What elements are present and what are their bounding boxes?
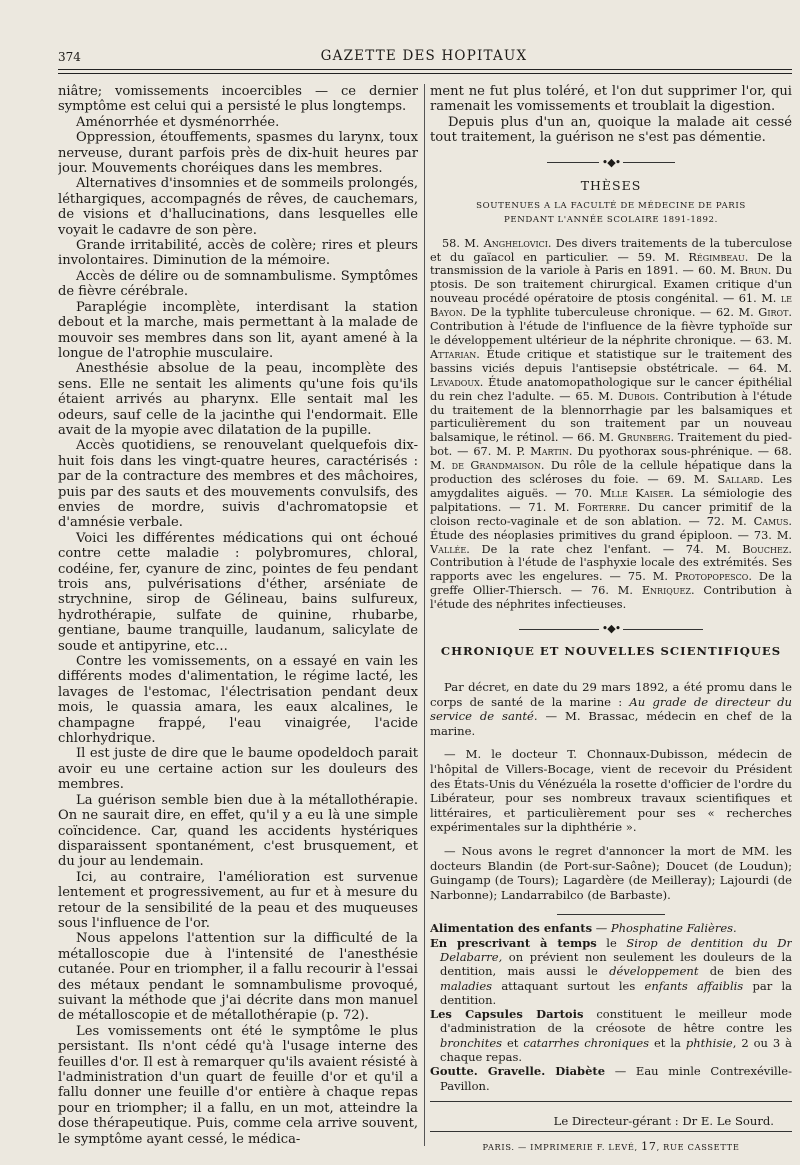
ad-text: , 2 ou 3 à chaque repas.: [440, 1035, 792, 1065]
thesis-author: 67. M. P. Martin.: [473, 445, 573, 459]
ad-text: on prévient non seulement les douleurs de la dentition, mais aussi le: [440, 950, 792, 979]
thesis-author: 60. M. Brun.: [698, 264, 772, 278]
chronique-paragraph: [430, 680, 792, 738]
ad-text: constituent le meilleur mode d'administration de la créosote de hêtre contre les: [440, 1007, 792, 1036]
left-paragraph: Grande irritabilité, accès de colère; rires et pleurs involontaires. Diminution de la mémoire.: [58, 238, 418, 269]
thesis-title: Contribution à l'étude des néphrites infectieuses.: [430, 584, 792, 612]
thesis-title: De la typhlite tuberculeuse chronique. —: [466, 306, 716, 320]
thesis-title: De la rate chez l'enfant. —: [469, 542, 686, 556]
short-rule: [557, 914, 665, 915]
section-ornament: •◆•: [430, 156, 792, 169]
thesis-author: 70. Mlle Kaiser.: [574, 486, 674, 500]
left-column: [58, 84, 418, 1154]
ad-text: le: [596, 935, 627, 950]
thesis-author: 61. M. le Bayon.: [430, 292, 792, 320]
article-continuation: [430, 84, 792, 146]
ad-text: et: [502, 1035, 524, 1050]
ad-heading: Alimentation des enfants: [430, 921, 593, 936]
decree-text-after: — M. Brassac, médecin en chef de la marine.: [430, 709, 792, 738]
chronique-paragraph: — Nous avons le regret d'annoncer la mort de MM. les docteurs Blandin (de Port-sur-Saône); Doucet (de Loudun); Guingamp (de Tours); Lagardère (de Meilleray); Lajourdi (de Narbonne); Landarrabilco (de Barbaste).: [430, 844, 792, 902]
thesis-author: 69. M. Sallard.: [667, 473, 764, 487]
left-paragraph: Paraplégie incomplète, interdisant la station debout et la marche, mais permettant à la malade de mouvoir ses membres dans son lit, ayant amené à la longue de l'atrophie musculaire.: [58, 299, 418, 361]
thesis-title: Étude anatomopathologique sur le cancer épithélial du rein chez l'adulte. —: [430, 375, 792, 403]
thesis-author: 65. M. Dubois.: [575, 389, 659, 403]
advertisements: [430, 921, 792, 1093]
printer-imprint: [430, 1140, 792, 1153]
left-paragraph: Il est juste de dire que le baume opodeldoch parait avoir eu une certaine action sur les douleurs des membres.: [58, 746, 418, 793]
left-paragraph: Nous appelons l'attention sur la difficulté de la métalloscopie due à l'intensité de l'anesthésie cutanée. Pour en triompher, il a fallu recourir à l'essai des métaux pendant le somnambulisme provoqué, suivant la méthode que j'ai décrite dans mon manuel de métalloscopie et de métallothérapie (p. 72).: [58, 931, 418, 1024]
thesis-author: 74. M. Bouchez.: [685, 542, 792, 556]
ad-item: [430, 1064, 792, 1093]
thesis-author: 63. M. Attarian.: [430, 333, 792, 361]
thesis-title: Du rôle de la cellule hépatique dans la production des scléroses du foie. —: [430, 459, 792, 487]
ad-heading: Les Capsules Dartois: [430, 1007, 584, 1022]
left-paragraph: Voici les différentes médications qui ont échoué contre cette maladie : polybromures, chloral, codéine, fer, cyanure de zinc, pointes de feu pendant trois ans, pulvérisations d'éther, arséniate de strychnine, sirop de Gélineau, bains sulfureux, hydrothérapie, sulfate de quinine, rhubarbe, gentiane, baume tranquille, laudanum, salicylate de soude et antipyrine, etc...: [58, 530, 418, 654]
left-paragraph: Aménorrhée et dysménorrhée.: [76, 114, 280, 130]
chronique-paragraph: — M. le docteur T. Chonnaux-Dubisson, médecin de l'hôpital de Villers-Bocage, vient de recevoir du Président des États-Unis du Vénézuéla la rosette d'officier de l'ordre du Libérateur, pour ses nombreux travaux scientifiques et littéraires, et particulièrement pour ses « recherches expérimentales sur la diphthérie ».: [430, 747, 792, 835]
footer-rule: [430, 1131, 792, 1132]
thesis-author: 68. M. de Grandmaison.: [430, 445, 792, 473]
page-number: 374: [58, 50, 81, 64]
left-paragraph: niâtre; vomissements incoercibles — ce dernier symptôme est celui qui a persisté le plus longtemps.: [58, 84, 418, 115]
printer-number: 17: [641, 1139, 657, 1153]
ad-text-italic: bronchites: [440, 1035, 503, 1050]
thesis-title: Traitement du pied-bot. —: [430, 431, 792, 459]
header-rule-thin: [58, 73, 792, 74]
left-paragraph: La guérison semble bien due à la métallothérapie. On ne saurait dire, en effet, qu'il y a eu là une simple coïncidence. Car, quand les accidents hystériques disparaissent spontanément, c'est brusquement, et du jour au lendemain.: [58, 792, 418, 870]
left-paragraph: Les vomissements ont été le symptôme le plus persistant. Ils n'ont cédé qu'à l'usage interne des feuilles d'or. Il est à remarquer qu'ils avaient résisté à l'administration d'un quart de feuille d'or et qu'il a fallu donner une feuille d'or entière à chaque repas pour en triompher; il a fallu, en un mot, atteindre la dose thérapeutique. Puis, comme cela arrive souvent, le symptôme ayant cessé, le médica-: [58, 1023, 418, 1147]
ad-text-italic: catarrhes chroniques: [523, 1035, 650, 1050]
decree-grade: Au grade de directeur du service de santé.: [430, 694, 792, 724]
thesis-title: Contribution à l'étude du traitement de la blennorrhagie par les balsamiques et particulièrement du son traitement par un nouveau balsamique, le rétinol. —: [430, 389, 792, 445]
thesis-author: 59. M. Régimbeau.: [637, 250, 749, 264]
section-ornament: •◆•: [430, 622, 792, 635]
ad-item: [430, 921, 792, 935]
theses-title: THÈSES: [580, 177, 642, 193]
thesis-title: De la transmission de la variole à Paris en 1891. —: [430, 250, 792, 278]
ad-item: [430, 936, 792, 1007]
continuation-paragraph: Depuis plus d'un an, quoique la malade ait cessé tout traitement, la guérison ne s'est pas démentie.: [430, 114, 792, 146]
ad-heading: Goutte. Gravelle. Diabète: [430, 1064, 606, 1079]
thesis-title: Des divers traitements de la tuberculose et du gaïacol en particulier. —: [430, 236, 792, 264]
thesis-title: Du pyothorax sous-phrénique. —: [572, 445, 775, 459]
theses-subtitle: [430, 199, 792, 227]
theses-subtitle-line: SOUTENUES A LA FACULTÉ DE MÉDECINE DE PARIS: [476, 200, 746, 211]
left-paragraph: Anesthésie absolue de la peau, incomplète des sens. Elle ne sentait les aliments qu'une fois qu'ils étaient arrivés au pharynx. Elle sentait mal les odeurs, sauf celle de la jacinthe qui l'endormait. Elle avait de la myopie avec dilatation de la pupille.: [58, 361, 418, 438]
thesis-title: Du cancer primitif de la cloison recto-vaginale et de son ablation. —: [430, 500, 792, 528]
thesis-title: La sémiologie des palpitations. —: [430, 486, 792, 514]
chronique-section: [430, 644, 792, 902]
ad-text: attaquant surtout les: [492, 978, 645, 993]
ad-text-italic: Sirop de dentition du Dr Delabarre,: [440, 935, 792, 964]
printer-text: , RUE CASSETTE: [656, 1141, 740, 1152]
continuation-paragraph: ment ne fut plus toléré, et l'on dut supprimer l'or, qui ramenait les vomissements et troublait la digestion.: [430, 84, 792, 115]
page-header: [58, 46, 790, 66]
ad-text: —: [592, 921, 611, 936]
thesis-title: Contribution à l'étude de l'influence de la fièvre typhoïde sur le développement ultérieur de la néphrite chronique. —: [430, 320, 792, 347]
thesis-author: 58. M. Anghelovici.: [442, 236, 552, 250]
ad-text-italic: enfants affaiblis: [644, 978, 744, 993]
ad-text: et la: [649, 1035, 686, 1050]
thesis-author: 76. M. Enriquez.: [590, 584, 695, 598]
theses-section: [430, 178, 792, 612]
theses-list: [430, 237, 792, 612]
thesis-author: 75. M. Protopopesco.: [627, 570, 752, 584]
left-paragraph: Oppression, étouffements, spasmes du larynx, toux nerveuse, durant parfois près de dix-huit heures par jour. Mouvements choréiques dans les membres.: [58, 130, 418, 177]
thesis-author: 64. M. Levadoux.: [430, 361, 792, 389]
thesis-title: Étude des néoplasies primitives du grand épiploon. —: [430, 528, 754, 542]
right-column: [430, 84, 792, 1154]
directeur-gerant-line: Le Directeur-gérant : Dr E. Le Sourd.: [553, 1113, 774, 1128]
ad-text: de bien des: [698, 964, 792, 979]
ad-heading: En prescrivant à temps: [430, 935, 597, 950]
journal-title: GAZETTE DES HOPITAUX: [320, 48, 528, 64]
chronique-title: CHRONIQUE ET NOUVELLES SCIENTIFIQUES: [440, 644, 782, 659]
ad-text: par la dentition.: [440, 978, 792, 1007]
thesis-title: Du ptosis. De son traitement chirurgical. Examen critique d'un nouveau procédé opératoire de ptosis congénital. —: [430, 264, 792, 306]
ad-text-italic: Phosphatine Falières.: [610, 921, 737, 936]
ad-text-italic: maladies: [440, 978, 493, 993]
footer-rule: [430, 1101, 792, 1102]
left-paragraph: Contre les vomissements, on a essayé en vain les différents modes d'alimentation, le régime lacté, les lavages de l'estomac, l'électrisation pendant deux mois, le quassia amara, les eaux alcalines, le champagne frappé, l'eau vinaigrée, l'acide chlorhydrique.: [58, 654, 418, 747]
ad-text: — Eau minle Contrexéville-Pavillon.: [440, 1064, 792, 1093]
printer-text: PARIS. — IMPRIMERIE F. LEVÉ,: [482, 1141, 642, 1152]
theses-subtitle-line: PENDANT L'ANNÉE SCOLAIRE 1891-1892.: [504, 214, 718, 225]
ad-text-italic: phthisie: [685, 1035, 733, 1050]
thesis-author: 66. M. Grunberg.: [577, 431, 675, 445]
left-paragraph: Alternatives d'insomnies et de sommeils prolongés, léthargiques, accompagnés de rêves, de cauchemars, de visions et d'hallucinations, dans lesquelles elle voyait le cadavre de son père.: [58, 176, 418, 238]
thesis-title: Les amygdalites aiguës. —: [430, 473, 792, 500]
left-paragraph: Accès quotidiens, se renouvelant quelquefois dix-huit fois dans les vingt-quatre heures, caractérisés : par de la contracture des membres et des mâchoires, puis par des sauts et des mouvements convulsifs, des envies de mordre, suivis d'achromatopsie et d'amnésie verbale.: [58, 438, 418, 531]
column-separator: [424, 84, 425, 1146]
thesis-author: 62. M. Girot.: [715, 306, 792, 320]
left-paragraph: Ici, au contraire, l'amélioration est survenue lentement et progressivement, au fur et à mesure du retour de la sensibilité de la peau et des muqueuses sous l'influence de l'or.: [58, 869, 418, 931]
thesis-title: De la greffe Ollier-Thiersch. —: [430, 570, 792, 598]
thesis-title: Étude critique et statistique sur le traitement des bassins viciés depuis l'antisepsie obstétricale. —: [430, 347, 792, 375]
thesis-author: 72. M. Camus.: [706, 514, 792, 528]
theses-paragraph: [430, 237, 792, 612]
left-paragraph: Accès de délire ou de somnambulisme. Symptômes de fièvre cérébrale.: [58, 268, 418, 300]
thesis-author: 73. M. Vallée.: [430, 528, 792, 556]
header-rule-thick: [58, 69, 792, 70]
thesis-author: 71. M. Forterre.: [528, 500, 631, 514]
thesis-title: Contribution à l'étude de l'asphyxie locale des extrémités. Ses rapports avec les engelures. —: [430, 556, 792, 584]
ad-item: [430, 1007, 792, 1064]
decree-text: Par décret, en date du 29 mars 1892, a été promu dans le corps de santé de la marine :: [430, 680, 792, 709]
ad-text-italic: développement: [609, 964, 699, 979]
